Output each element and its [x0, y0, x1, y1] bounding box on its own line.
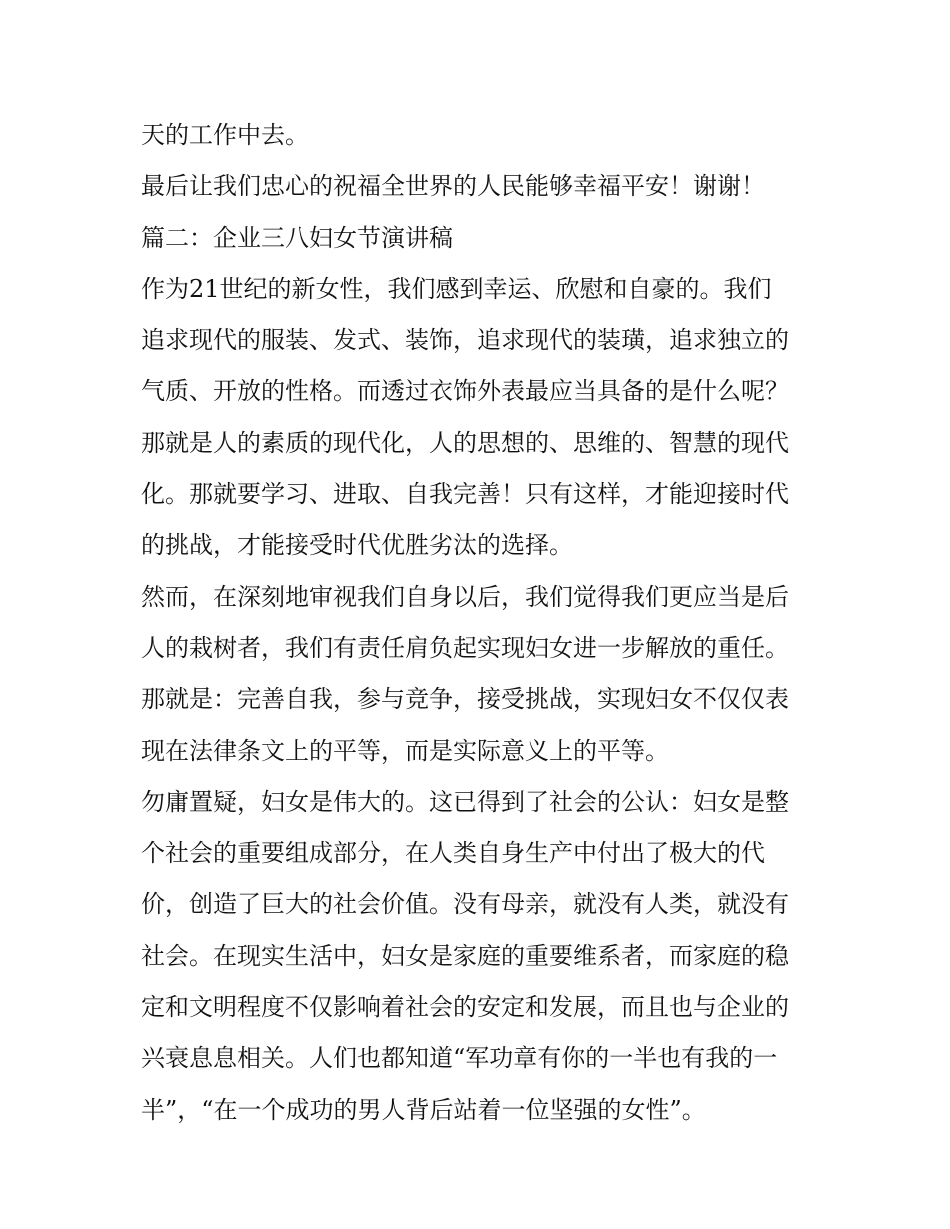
text-line: 现在法律条文上的平等，而是实际意义上的平等。 — [141, 736, 669, 765]
text-line: 个社会的重要组成部分，在人类自身生产中付出了极大的代 — [141, 839, 765, 868]
text-line: 半”，“在一个成功的男人背后站着一位坚强的女性”。 — [141, 1095, 706, 1124]
text-line: 社会。在现实生活中，妇女是家庭的重要维系者，而家庭的稳 — [141, 941, 789, 970]
text-line: 人的栽树者，我们有责任肩负起实现妇女进一步解放的重任。 — [141, 633, 789, 662]
text-line: 然而，在深刻地审视我们自身以后，我们觉得我们更应当是后 — [141, 582, 789, 611]
text-line: 最后让我们忠心的祝福全世界的人民能够幸福平安！谢谢！ — [141, 172, 765, 201]
text-line: 价，创造了巨大的社会价值。没有母亲，就没有人类，就没有 — [141, 890, 789, 919]
body-text — [141, 110, 821, 1136]
text-line: 兴衰息息相关。人们也都知道“军功章有你的一半也有我的一 — [141, 1044, 778, 1073]
text-line: 勿庸置疑，妇女是伟大的。这已得到了社会的公认：妇女是整 — [141, 787, 789, 816]
text-line: 那就是：完善自我，参与竞争，接受挑战，实现妇女不仅仅表 — [141, 685, 789, 714]
text-line: 天的工作中去。 — [141, 121, 309, 149]
text-line: 作为21世纪的新女性，我们感到幸运、欣慰和自豪的。我们 — [141, 274, 772, 303]
text-line: 的挑战，才能接受时代优胜劣汰的选择。 — [141, 531, 573, 560]
text-line: 气质、开放的性格。而透过衣饰外表最应当具备的是什么呢？ — [141, 377, 789, 406]
text-line: 化。那就要学习、进取、自我完善！只有这样，才能迎接时代 — [141, 480, 789, 509]
text-line: 定和文明程度不仅影响着社会的安定和发展，而且也与企业的 — [141, 993, 789, 1022]
text-line: 追求现代的服装、发式、装饰，追求现代的装璜，追求独立的 — [141, 326, 789, 355]
section-heading: 篇二：企业三八妇女节演讲稿 — [141, 223, 453, 252]
text-line: 那就是人的素质的现代化，人的思想的、思维的、智慧的现代 — [141, 428, 789, 457]
